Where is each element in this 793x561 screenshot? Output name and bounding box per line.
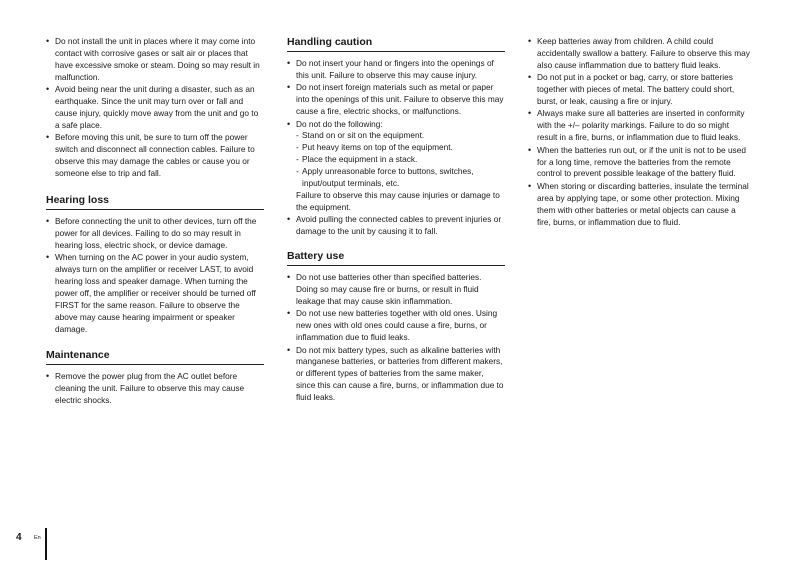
maintenance-list: [46, 371, 264, 407]
hearing-loss-section: [46, 194, 264, 336]
language-label: En: [34, 535, 41, 541]
column-middle: [287, 36, 505, 414]
list-item: • Avoid being near the unit during a disaster, such as an earthquake. Since the unit may turn over or fall and cause injury, quickly move away from the unit and go to a safe place.: [46, 84, 264, 132]
sub-list-item: - Stand on or sit on the equipment.: [296, 130, 505, 142]
list-item: • Do not mix battery types, such as alkaline batteries with manganese batteries, or batteries from different makers, or different types of batteries from the same maker, since this can cause a fire, burns, or inflammation due to fluid leaks.: [287, 345, 505, 405]
column-left: [46, 36, 264, 417]
list-item: • Before moving this unit, be sure to turn off the power switch and disconnect all connection cables. Failure to observe this may damage the cables or cause you or someone else to trip and fall.: [46, 132, 264, 180]
section-heading: Hearing loss: [46, 194, 264, 210]
list-item: • Do not insert your hand or fingers into the openings of this unit. Failure to observe this may cause injury.: [287, 58, 505, 82]
handling-caution-list: [287, 58, 505, 238]
list-item: • Before connecting the unit to other devices, turn off the power for all devices. Failing to do so may result in hearing loss, electric shock, or device damage.: [46, 216, 264, 252]
list-item: • Always make sure all batteries are inserted in conformity with the +/– polarity markings. Failure to do so might result in a fire, burns, or inflammation due to fluid leaks.: [528, 108, 750, 144]
sub-list-item: - Place the equipment in a stack.: [296, 154, 505, 166]
sub-list: [296, 130, 505, 190]
list-item: • When turning on the AC power in your audio system, always turn on the amplifier or receiver LAST, to avoid hearing loss and speaker damage. When turning the power off, the amplifier or receiver should be turned off FIRST for the same reason. Failure to observe the above may cause hearing impairment or speaker damage.: [46, 252, 264, 335]
column-right: [528, 36, 750, 229]
list-item-tail: Failure to observe this may cause injuries or damage to the equipment.: [296, 189, 500, 212]
battery-use-list: [287, 272, 505, 404]
list-item: • Do not insert foreign materials such as metal or paper into the openings of this unit. Failure to observe this may cause a fire, electric shocks, or malfunctions.: [287, 82, 505, 118]
handling-caution-section: [287, 36, 505, 238]
list-item: • Keep batteries away from children. A child could accidentally swallow a battery. Failure to observe this may also cause inflammation due to battery fluid leaks.: [528, 36, 750, 72]
footer-divider: [45, 528, 47, 560]
list-item-lead: • Do not do the following:: [296, 118, 383, 129]
sub-list-item: - Put heavy items on top of the equipment.: [296, 142, 505, 154]
list-item-text: Doing so may cause fire or burns, or result in fluid leakage that may cause skin inflammation.: [296, 284, 479, 306]
maintenance-section: [46, 349, 264, 407]
section-heading: Battery use: [287, 250, 505, 266]
installation-section: [46, 36, 264, 180]
section-heading: Maintenance: [46, 349, 264, 365]
battery-safety-list: [528, 36, 750, 229]
battery-use-section: [287, 250, 505, 404]
list-item: • Do not use new batteries together with old ones. Using new ones with old ones could cause a fire, burns, or inflammation due to fluid leaks.: [287, 308, 505, 344]
sub-list-item: - Apply unreasonable force to buttons, switches, input/output terminals, etc.: [296, 166, 505, 190]
list-item: • Remove the power plug from the AC outlet before cleaning the unit. Failure to observe this may cause electric shocks.: [46, 371, 264, 407]
section-heading: Handling caution: [287, 36, 505, 52]
list-item: • Do not put in a pocket or bag, carry, or store batteries together with pieces of metal. The battery could short, burst, or leak, causing a fire or injury.: [528, 72, 750, 108]
list-item: [287, 272, 505, 308]
list-item: • When storing or discarding batteries, insulate the terminal area by applying tape, or some other protection. Mixing them with other batteries or metal objects can cause a fire, burns, or inflammation due to fluid.: [528, 181, 750, 229]
installation-list: [46, 36, 264, 180]
list-item: • Avoid pulling the connected cables to prevent injuries or damage to the unit by causing it to fall.: [287, 214, 505, 238]
list-item: • When the batteries run out, or if the unit is not to be used for a long time, remove the batteries from the remote control to prevent possible leakage of the battery fluid.: [528, 145, 750, 181]
list-item: • Do not install the unit in places where it may come into contact with corrosive gases or salt air or places that have excessive smoke or steam. Doing so may result in malfunction.: [46, 36, 264, 84]
hearing-loss-list: [46, 216, 264, 336]
list-item-text: • Do not use batteries other than specified batteries.: [296, 272, 482, 283]
list-item: [287, 119, 505, 214]
page-number: 4: [16, 532, 22, 543]
